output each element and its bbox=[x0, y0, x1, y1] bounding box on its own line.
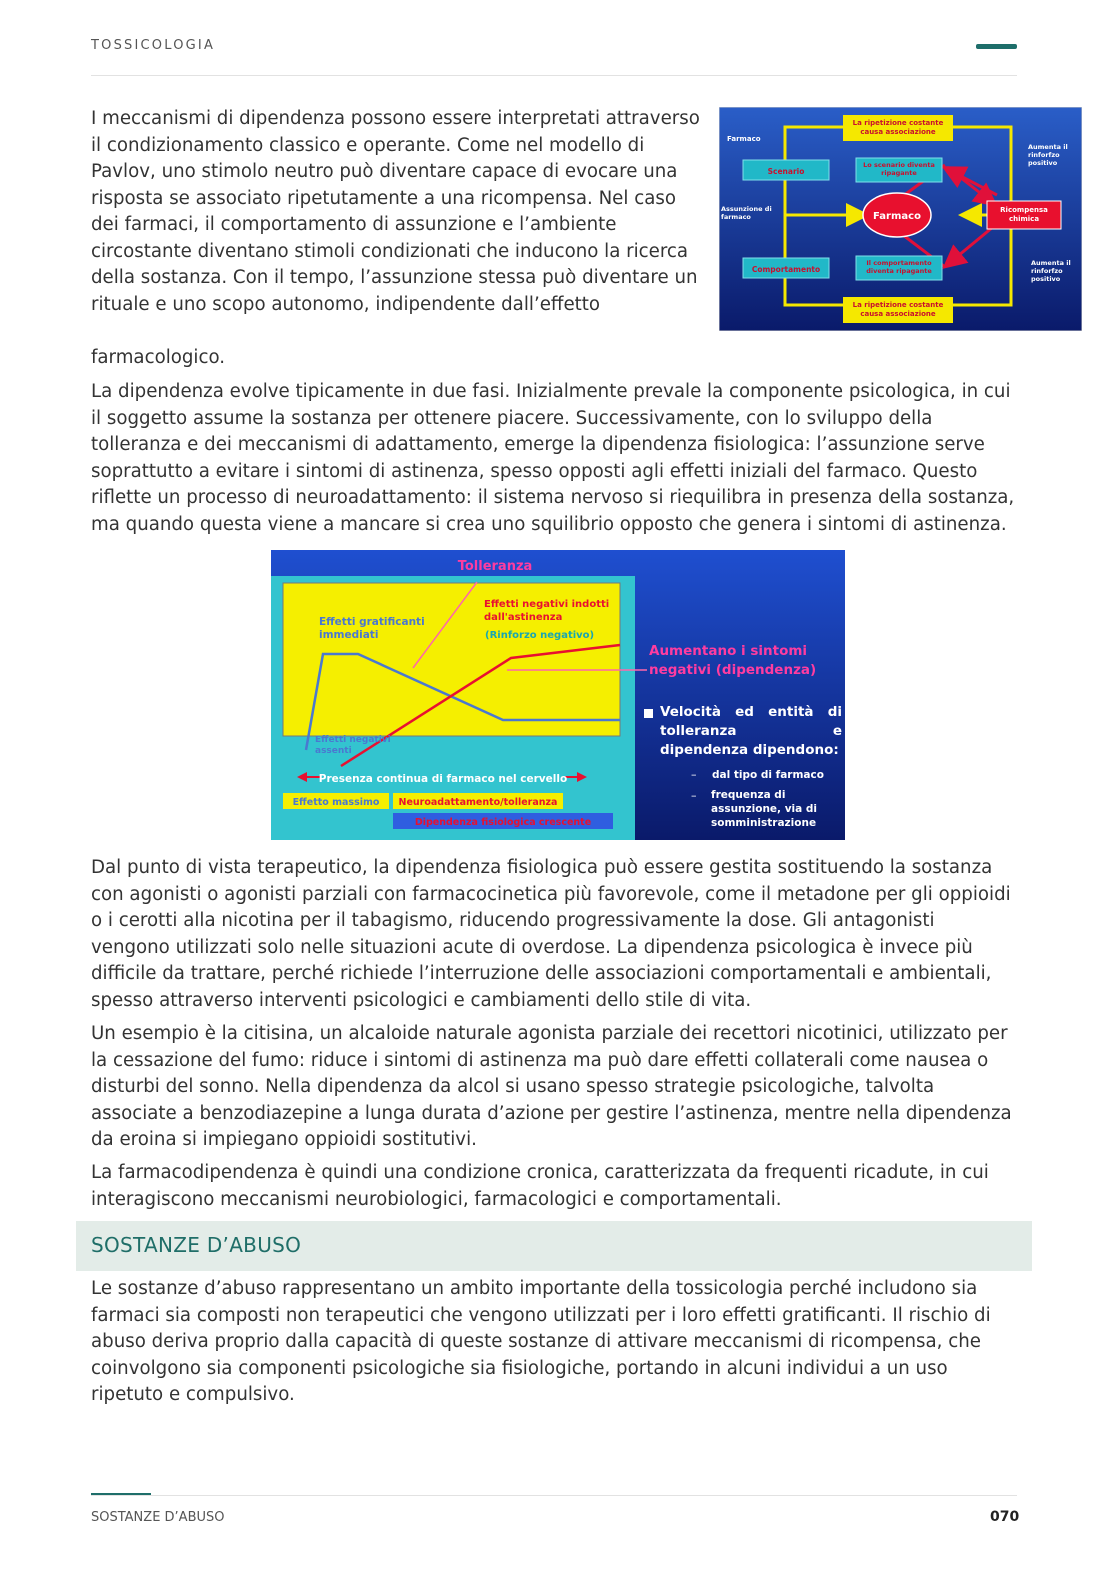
dash-2: – bbox=[691, 789, 697, 802]
section-heading: SOSTANZE D’ABUSO bbox=[91, 1233, 302, 1257]
box-repetition-bottom-label: La ripetizione costante causa associazione bbox=[852, 301, 944, 318]
box-repetition-top-label: La ripetizione costante causa associazione bbox=[852, 119, 944, 136]
paragraph-chronic: La farmacodipendenza è quindi una condizione cronica, caratterizzata da frequenti ricadute, in cui interagiscono meccanismi neurobiologici, farmacologici e comportamentali. bbox=[91, 1162, 989, 1210]
growing-dependence-label: Dipendenza fisiologica crescente bbox=[414, 817, 592, 828]
footer-divider bbox=[91, 1495, 1017, 1496]
tolerance-title: Tolleranza bbox=[457, 559, 533, 574]
side-label-intake: Assunzione di farmaco bbox=[721, 205, 772, 221]
paragraph-therapy: Dal punto di vista terapeutico, la dipendenza fisiologica può essere gestita sostituendo la sostanza con agonisti o agonisti parziali con farmacocinetica più favorevole, come il metadone per gli oppioidi o i cerotti alla nicotina per il tabagismo, riducendo progressivamente la dose. Gli antagonisti vengono utilizzati solo nelle situazioni acute di overdose. La dipendenza psicologica è invece più difficile da trattare, perché richiede l’interruzione delle associazioni comportamentali e ambientali, spesso attraverso interventi psicologici e cambiamenti dello stile di vita. bbox=[91, 857, 1011, 1011]
no-negative-effects-label: Effetti negativi assenti bbox=[315, 735, 391, 756]
increase-negative-label: Aumentano i sintomi negativi (dipendenza) bbox=[649, 643, 817, 678]
paragraph-citisine: Un esempio è la citisina, un alcaloide naturale agonista parziale dei recettori nicotinici, utilizzato per la cessazione del fumo: riduce i sintomi di astinenza ma può dare effetti collaterali come nausea o disturbi del sonno. Nella dipendenza da alcol si usano spesso strategie psicologiche, talvolta associate a benzodiazepine a lunga durata d’azione per gestire l’astinenza, mentre nella dipendenza da eroina si impiegano oppioidi sostitutivi. bbox=[91, 1023, 1012, 1150]
immediate-effects-label: Effetti gratificanti immediati bbox=[319, 616, 425, 641]
max-effect-label: Effetto massimo bbox=[292, 797, 380, 808]
neuroadaptation-label: Neuroadattamento/tolleranza bbox=[398, 797, 558, 808]
page-number: 070 bbox=[990, 1509, 1020, 1525]
box-behavior-rewarding-label: Il comportamento diventa ripagante bbox=[866, 259, 932, 275]
header-accent-bar bbox=[976, 44, 1017, 49]
speed-text: Velocità ed entità di tolleranza e dipendenza dipendono: bbox=[660, 704, 842, 758]
footer-section-name: SOSTANZE D’ABUSO bbox=[91, 1510, 225, 1525]
continuous-presence-label: Presenza continua di farmaco nel cervello bbox=[318, 773, 568, 785]
tolerance-diagram bbox=[271, 550, 845, 840]
box-scenario-label: Scenario bbox=[767, 167, 805, 176]
box-chemical-reward-label: Ricompensa chimica bbox=[1000, 206, 1048, 223]
drug-ellipse-label: Farmaco bbox=[873, 211, 921, 222]
paragraph-two-phases: La dipendenza evolve tipicamente in due fasi. Inizialmente prevale la componente psicologica, in cui il soggetto assume la sostanza per ottenere piacere. Successivamente, con lo sviluppo della tolleranza e dei meccanismi di adattamento, emerge la dipendenza fisiologica: l’assunzione serve soprattutto a evitare i sintomi di astinenza, spesso opposti agli effetti iniziali del farmaco. Questo riflette un processo di neuroadattamento: il sistema nervoso si riequilibra in presenza della sostanza, ma quando questa viene a mancare si crea uno squilibrio opposto che genera i sintomi di astinenza. bbox=[91, 381, 1015, 535]
side-label-reinforce-top: Aumenta il rinforfzo positivo bbox=[1028, 143, 1068, 167]
box-scenario-rewarding-label: Lo scenario diventa ripagante bbox=[863, 161, 935, 177]
conditioning-diagram bbox=[719, 107, 1082, 331]
box-behavior-label: Comportamento bbox=[751, 265, 821, 274]
running-header: TOSSICOLOGIA bbox=[91, 38, 216, 53]
paragraph-abuse-substances: Le sostanze d’abuso rappresentano un ambito importante della tossicologia perché includono sia farmaci sia composti non terapeutici che vengono utilizzati per i loro effetti gratificanti. Il rischio di abuso deriva proprio dalla capacità di queste sostanze di attivare meccanismi di ricompensa, che coinvolgono sia componenti psicologiche sia fisiologiche, portando in alcuni individui a un uso ripetuto e compulsivo. bbox=[91, 1278, 991, 1405]
paragraph-conditioning-continued: farmacologico. bbox=[91, 347, 226, 368]
withdrawal-effects-label: Effetti negativi indotti dall'astinenza bbox=[484, 599, 610, 623]
side-label-drug: Farmaco bbox=[727, 135, 761, 143]
header-divider bbox=[91, 75, 1017, 76]
bullet-frequency: frequenza di assunzione, via di somministrazione bbox=[711, 789, 817, 829]
speed-bullet-square bbox=[644, 709, 653, 718]
bullet-drug-type: dal tipo di farmaco bbox=[712, 769, 824, 781]
dash-1: – bbox=[691, 768, 697, 781]
negative-reinforcement-label: (Rinforzo negativo) bbox=[485, 630, 595, 641]
side-label-reinforce-bottom: Aumenta il rinforfzo positivo bbox=[1031, 259, 1071, 283]
paragraph-conditioning: I meccanismi di dipendenza possono essere interpretati attraverso il condizionamento classico e operante. Come nel modello di Pavlov, uno stimolo neutro può diventare capace di evocare una risposta se associato ripetutamente a una ricompensa. Nel caso dei farmaci, il comportamento di assunzione e l’ambiente circostante diventano stimoli condizionati che inducono la ricerca della sostanza. Con il tempo, l’assunzione stessa può diventare un rituale e uno scopo autonomo, indipendente dall’effetto bbox=[91, 108, 700, 315]
section-heading-band bbox=[76, 1221, 1032, 1271]
